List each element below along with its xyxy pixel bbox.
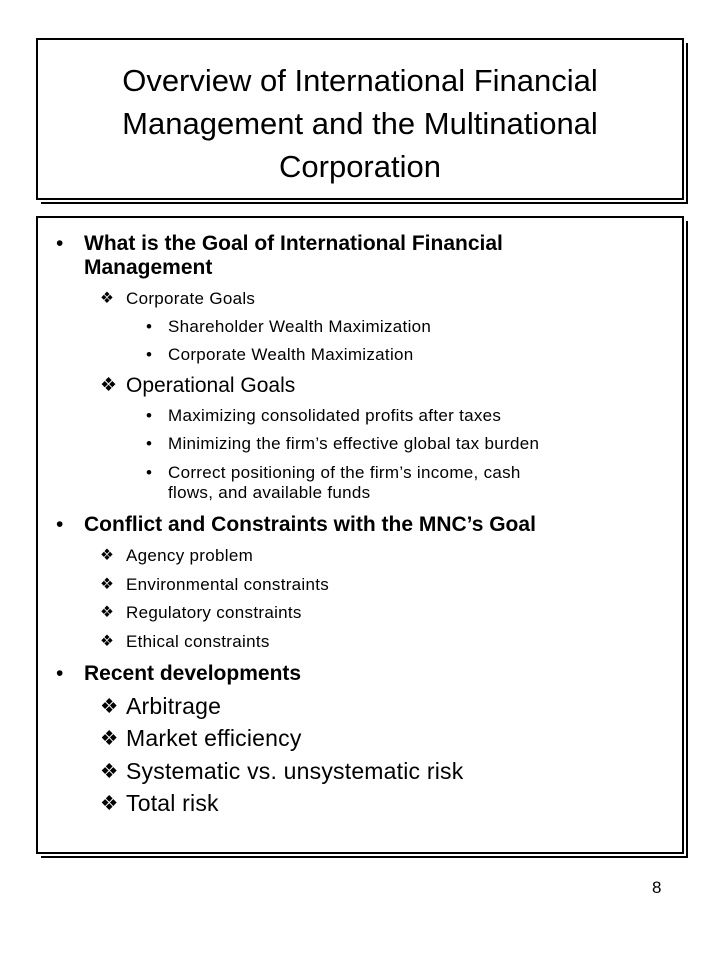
bullet-icon: • (146, 345, 153, 364)
subheading-text: Environmental constraints (126, 575, 330, 594)
list-item (146, 406, 502, 426)
bullet-icon: • (146, 406, 153, 425)
subheading-text: Systematic vs. unsystematic risk (126, 758, 464, 784)
bullet-icon: • (146, 463, 153, 482)
diamond-bullet-icon: ❖ (100, 375, 117, 396)
list-item-text: Shareholder Wealth Maximization (168, 317, 432, 336)
subheading-text: Regulatory constraints (126, 603, 302, 622)
section-heading-text: Management (84, 256, 213, 279)
section-heading-text: What is the Goal of International Financial (84, 232, 503, 255)
subheading-text: Ethical constraints (126, 632, 270, 651)
list-item (146, 463, 521, 483)
list-item-text: Minimizing the firm’s effective global tax burden (168, 434, 540, 453)
title-box (36, 38, 684, 200)
diamond-bullet-icon: ❖ (100, 576, 115, 593)
section-heading (56, 513, 536, 537)
diamond-bullet-icon: ❖ (100, 695, 119, 718)
subheading-text: Corporate Goals (126, 289, 256, 308)
bullet-icon: • (56, 232, 64, 255)
subheading-text: Agency problem (126, 546, 254, 565)
bullet-icon: • (56, 662, 64, 685)
diamond-bullet-icon: ❖ (100, 727, 119, 750)
section-heading-continuation (84, 256, 212, 280)
diamond-bullet-icon: ❖ (100, 760, 119, 783)
bullet-icon: • (146, 317, 153, 336)
subheading-text: Market efficiency (126, 725, 302, 751)
list-item (146, 345, 414, 365)
diamond-bullet-icon: ❖ (100, 604, 115, 621)
list-item (146, 317, 432, 337)
section-heading-text: Recent developments (84, 662, 302, 685)
diamond-bullet-icon: ❖ (100, 792, 119, 815)
subheading-text: Operational Goals (126, 374, 296, 397)
subheading-text: Arbitrage (126, 693, 222, 719)
diamond-bullet-icon: ❖ (100, 633, 115, 650)
list-item-text: Correct positioning of the firm’s income, cash (168, 463, 521, 482)
list-item (146, 434, 540, 454)
content-box (36, 216, 684, 854)
section-heading (56, 662, 302, 686)
diamond-bullet-icon: ❖ (100, 290, 115, 307)
list-item-text: flows, and available funds (168, 483, 371, 502)
bullet-icon: • (146, 434, 153, 453)
section-heading-text: Conflict and Constraints with the MNC’s Goal (84, 513, 536, 536)
subheading-text: Total risk (126, 790, 219, 816)
page-number: 8 (652, 878, 662, 897)
section-heading (56, 232, 503, 256)
list-item-text: Maximizing consolidated profits after taxes (168, 406, 502, 425)
diamond-bullet-icon: ❖ (100, 547, 115, 564)
list-item-continuation (168, 483, 370, 503)
list-item-text: Corporate Wealth Maximization (168, 345, 414, 364)
bullet-icon: • (56, 513, 64, 536)
slide-title: Overview of International Financial Management and the Multinational Corporation (122, 63, 598, 184)
